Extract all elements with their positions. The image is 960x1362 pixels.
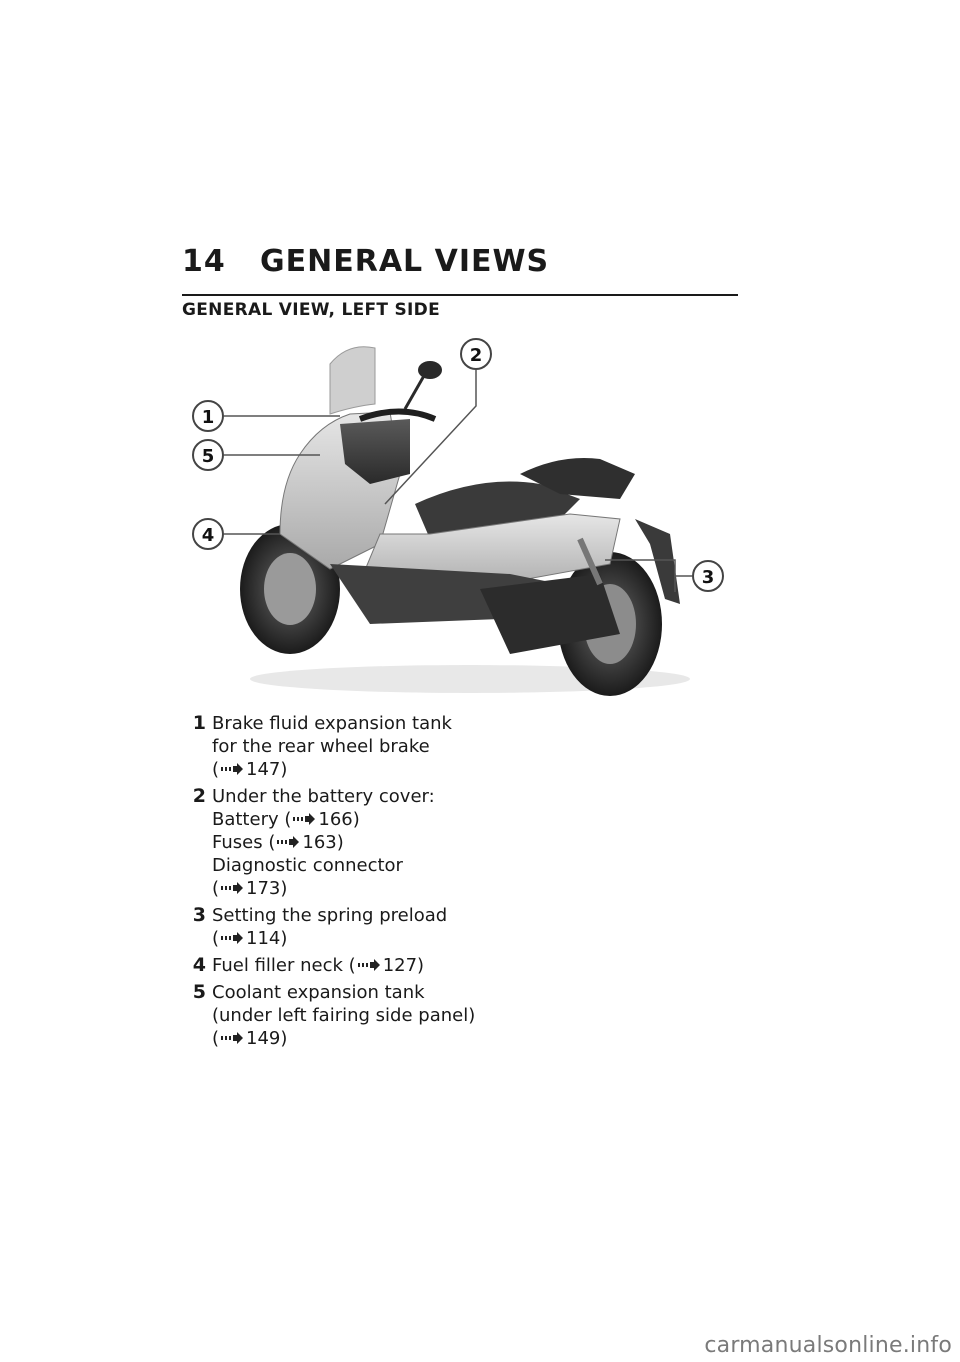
handlebar xyxy=(360,412,435,420)
legend-item-text: Under the battery cover: xyxy=(212,786,435,807)
legend-item-text: Fuel filler neck xyxy=(212,955,343,976)
callout-5 xyxy=(193,440,223,470)
legend-item-1 xyxy=(182,712,482,781)
svg-text:5: 5 xyxy=(201,446,215,467)
page-reference[interactable]: ( 173) xyxy=(212,878,288,899)
legend-subitem: Fuses ( 163) xyxy=(212,832,344,853)
scooter-illustration xyxy=(180,334,740,704)
front-wheel-rim xyxy=(264,553,316,625)
page-ref-arrow-icon xyxy=(293,813,315,825)
legend-item-5 xyxy=(182,981,482,1050)
legend-subitem: Diagnostic connector ( 173) xyxy=(212,855,403,899)
page-ref-arrow-icon xyxy=(221,932,243,944)
page-ref-arrow-icon xyxy=(221,1032,243,1044)
page-reference[interactable]: ( 114) xyxy=(212,928,288,949)
legend-item-2 xyxy=(182,785,482,900)
page-ref-arrow-icon xyxy=(221,882,243,894)
callout-1 xyxy=(193,401,223,431)
header-rule xyxy=(182,294,738,296)
chapter-title: GENERAL VIEWS xyxy=(260,244,550,279)
legend-item-text: Brake fluid expansion tank for the rear wheel brake xyxy=(212,713,452,757)
legend-item-number: 3 xyxy=(192,904,206,926)
legend-item-3 xyxy=(182,904,482,950)
page-ref-arrow-icon xyxy=(358,959,380,971)
legend-item-text: Setting the spring preload xyxy=(212,905,448,926)
page-reference[interactable]: ( 127) xyxy=(348,955,425,976)
legend-item-number: 5 xyxy=(192,981,206,1003)
mirror xyxy=(418,361,442,379)
legend-item-text: Coolant expansion tank (under left fairing side panel) xyxy=(212,982,476,1026)
svg-text:3: 3 xyxy=(701,567,715,588)
page-reference[interactable]: ( 147) xyxy=(212,759,288,780)
page-reference[interactable]: ( 163) xyxy=(268,832,344,853)
section-title: GENERAL VIEW, LEFT SIDE xyxy=(182,300,441,320)
page-ref-arrow-icon xyxy=(221,763,243,775)
page-reference[interactable]: ( 149) xyxy=(212,1028,288,1049)
page-header xyxy=(182,244,742,284)
legend-item-4 xyxy=(182,954,482,977)
callout-4 xyxy=(193,519,223,549)
svg-text:1: 1 xyxy=(201,407,215,428)
page-ref-arrow-icon xyxy=(277,836,299,848)
legend-item-number: 1 xyxy=(192,712,206,734)
legend-list xyxy=(182,712,482,1054)
legend-item-number: 2 xyxy=(192,785,206,807)
legend-subitem: Battery ( 166) xyxy=(212,809,360,830)
callout-2 xyxy=(461,339,491,369)
page-number: 14 xyxy=(182,244,226,279)
legend-item-number: 4 xyxy=(192,954,206,976)
svg-text:2: 2 xyxy=(469,345,483,366)
watermark: carmanualsonline.info xyxy=(704,1333,952,1358)
windscreen xyxy=(330,347,375,414)
svg-text:4: 4 xyxy=(201,525,215,546)
page-reference[interactable]: ( 166) xyxy=(284,809,360,830)
callout-3 xyxy=(693,561,723,591)
